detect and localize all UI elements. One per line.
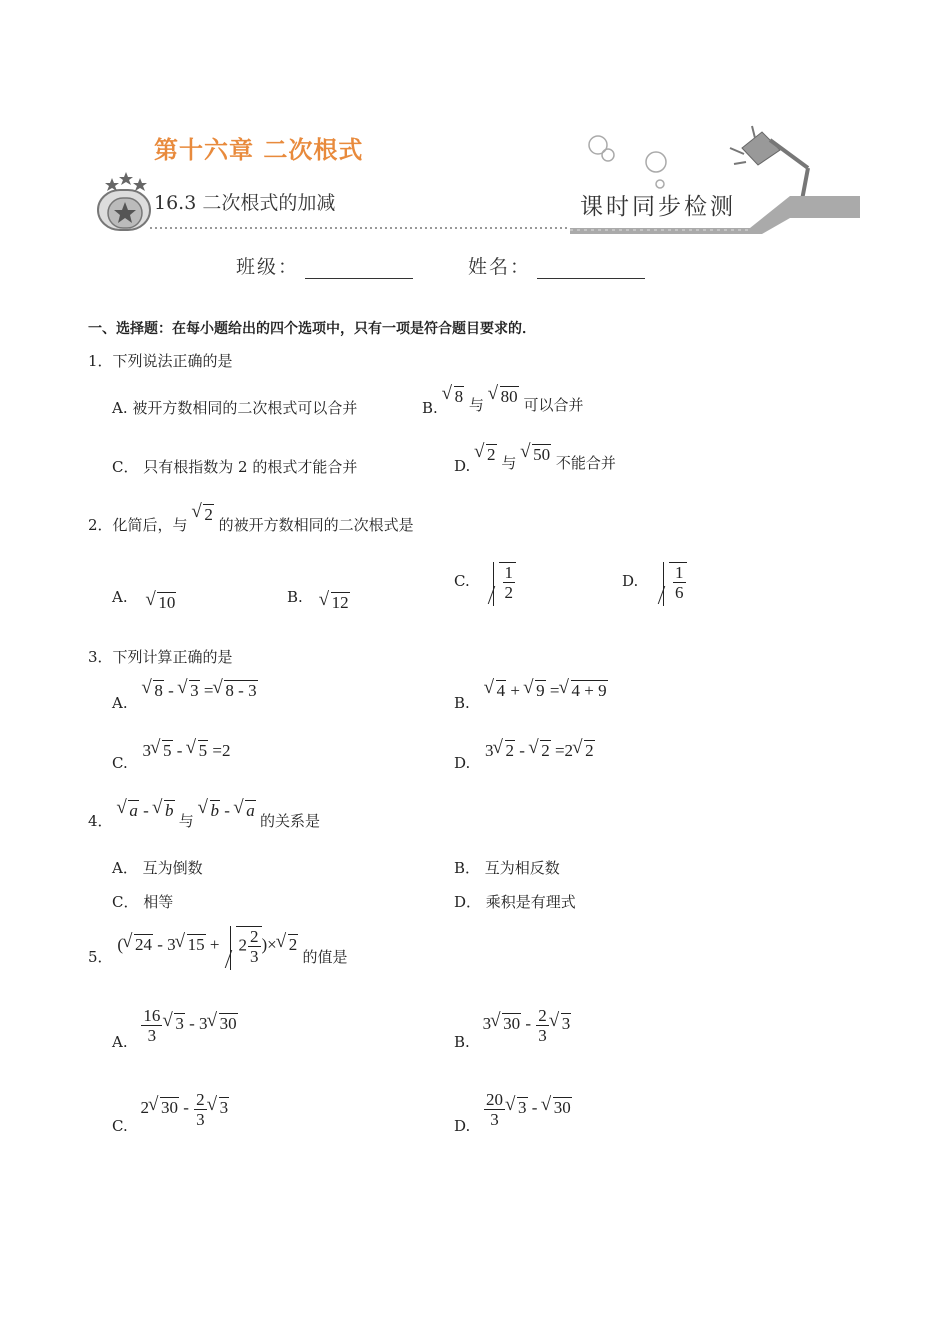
question-number: 4． — [88, 812, 113, 830]
option-label: C. — [454, 572, 470, 590]
q5-option-c[interactable] — [112, 1090, 229, 1136]
question-text: 化简后，与 — [112, 516, 188, 534]
math-expr: (√ 24 - 3√ 15 + 2 $\frac{2}{3}$ )×√ 2 — [117, 935, 302, 954]
question-text: 的值是 — [302, 947, 348, 966]
name-label: 姓名： — [468, 256, 532, 278]
question-number: 3． — [88, 648, 113, 666]
q1-option-a[interactable]: A. 被开方数相同的二次根式可以合并 — [112, 399, 358, 417]
star-badge-icon — [98, 172, 150, 230]
q4-option-c[interactable]: C． 相等 — [112, 893, 174, 911]
option-label: A. — [112, 1033, 128, 1052]
bubbles-icon — [589, 136, 666, 188]
q2-option-d[interactable] — [622, 562, 687, 602]
math-expr: √ 8 - √ 3 =√ 8 - 3 — [142, 681, 257, 700]
q2-option-c[interactable] — [454, 562, 516, 602]
sqrt-fraction: $\frac{1}{6}$ — [655, 562, 687, 602]
name-blank[interactable] — [537, 260, 645, 279]
q3-option-c[interactable] — [112, 740, 231, 772]
question-text: 下列计算正确的是 — [112, 648, 233, 666]
q1-option-b[interactable] — [422, 386, 584, 417]
sqrt-expr: √ 8 — [443, 386, 465, 407]
option-label: B. — [454, 694, 470, 712]
math-expr: 3√ 5 - √ 5 =2 — [143, 741, 231, 760]
math-expr: $\frac{16}{3}$ √ 3 - 3√ 30 — [140, 1014, 237, 1033]
option-label: A. — [112, 694, 128, 712]
connector: 与 — [468, 396, 484, 414]
connector: 与 — [501, 454, 517, 472]
sqrt-expr: √ 10 — [146, 592, 176, 613]
q4-option-a[interactable]: A． 互为倒数 — [112, 859, 203, 877]
question-5-stem — [88, 926, 348, 966]
math-expr: 3√ 2 - √ 2 =2√ 2 — [485, 741, 595, 760]
option-label: B. — [287, 588, 303, 606]
math-expr: 2√ 30 - $\frac{2}{3}$ √ 3 — [141, 1098, 230, 1117]
option-label: A. — [112, 588, 128, 606]
sqrt-expr: √ 12 — [320, 592, 350, 613]
question-4-stem — [88, 800, 320, 830]
sqrt-expr: √ 50 — [521, 444, 551, 465]
question-number: 1． — [88, 352, 113, 370]
question-1-stem — [88, 350, 233, 371]
q5-option-b[interactable] — [454, 1006, 571, 1052]
q3-option-d[interactable] — [454, 740, 595, 772]
connector: 与 — [178, 812, 194, 830]
class-label: 班级： — [236, 256, 300, 278]
option-label: B. — [454, 1033, 470, 1052]
option-label: B. — [422, 399, 438, 417]
math-expr: √ 4 + √ 9 =√ 4 + 9 — [485, 681, 608, 700]
math-expr: 3√ 30 - $\frac{2}{3}$ √ 3 — [483, 1014, 572, 1033]
class-field — [236, 252, 413, 279]
class-blank[interactable] — [305, 260, 413, 279]
option-label: D. — [622, 572, 639, 590]
question-text: 下列说法正确的是 — [112, 352, 233, 370]
math-expr: $\frac{20}{3}$ √ 3 - √ 30 — [483, 1098, 572, 1117]
desk-lamp-icon — [730, 126, 808, 200]
option-label: D. — [454, 754, 471, 772]
q5-option-a[interactable] — [112, 1006, 238, 1052]
math-expr: √ b - √ a — [199, 801, 260, 820]
option-text: 可以合并 — [523, 396, 584, 414]
sqrt-expr: √ 80 — [489, 386, 519, 407]
question-number: 5． — [88, 947, 113, 966]
option-label: D. — [454, 1117, 471, 1136]
sqrt-fraction: $\frac{1}{2}$ — [485, 562, 517, 602]
q4-option-b[interactable]: B． 互为相反数 — [454, 859, 560, 877]
option-label: C. — [112, 754, 128, 772]
sync-label: 课时同步检测 — [580, 194, 736, 220]
question-number: 2． — [88, 516, 113, 534]
q2-option-b[interactable] — [287, 586, 350, 612]
section-heading: 一、选择题：在每小题给出的四个选项中，只有一项是符合题目要求的． — [88, 321, 536, 337]
question-text: 的关系是 — [259, 812, 320, 830]
sqrt-expr: √ 2 — [192, 504, 214, 525]
chapter-title: 第十六章 二次根式 — [154, 136, 364, 164]
section-title: 16.3 二次根式的加减 — [154, 192, 336, 214]
q4-option-d[interactable]: D． 乘积是有理式 — [454, 893, 576, 911]
question-text: 的被开方数相同的二次根式是 — [218, 516, 414, 534]
q3-option-a[interactable] — [112, 680, 258, 712]
q1-option-d[interactable] — [454, 444, 616, 475]
q1-option-c[interactable]: C． 只有根指数为 2 的根式才能合并 — [112, 458, 358, 476]
q5-option-d[interactable] — [454, 1090, 572, 1136]
q3-option-b[interactable] — [454, 680, 608, 712]
question-3-stem — [88, 646, 233, 667]
name-field — [468, 252, 645, 279]
sqrt-expr: √ 2 — [475, 444, 497, 465]
option-label: C. — [112, 1117, 128, 1136]
option-text: 不能合并 — [555, 454, 616, 472]
math-expr: √ a - √ b — [117, 801, 178, 820]
q2-option-a[interactable] — [112, 586, 176, 612]
option-label: D. — [454, 457, 471, 475]
question-2-stem — [88, 504, 414, 534]
